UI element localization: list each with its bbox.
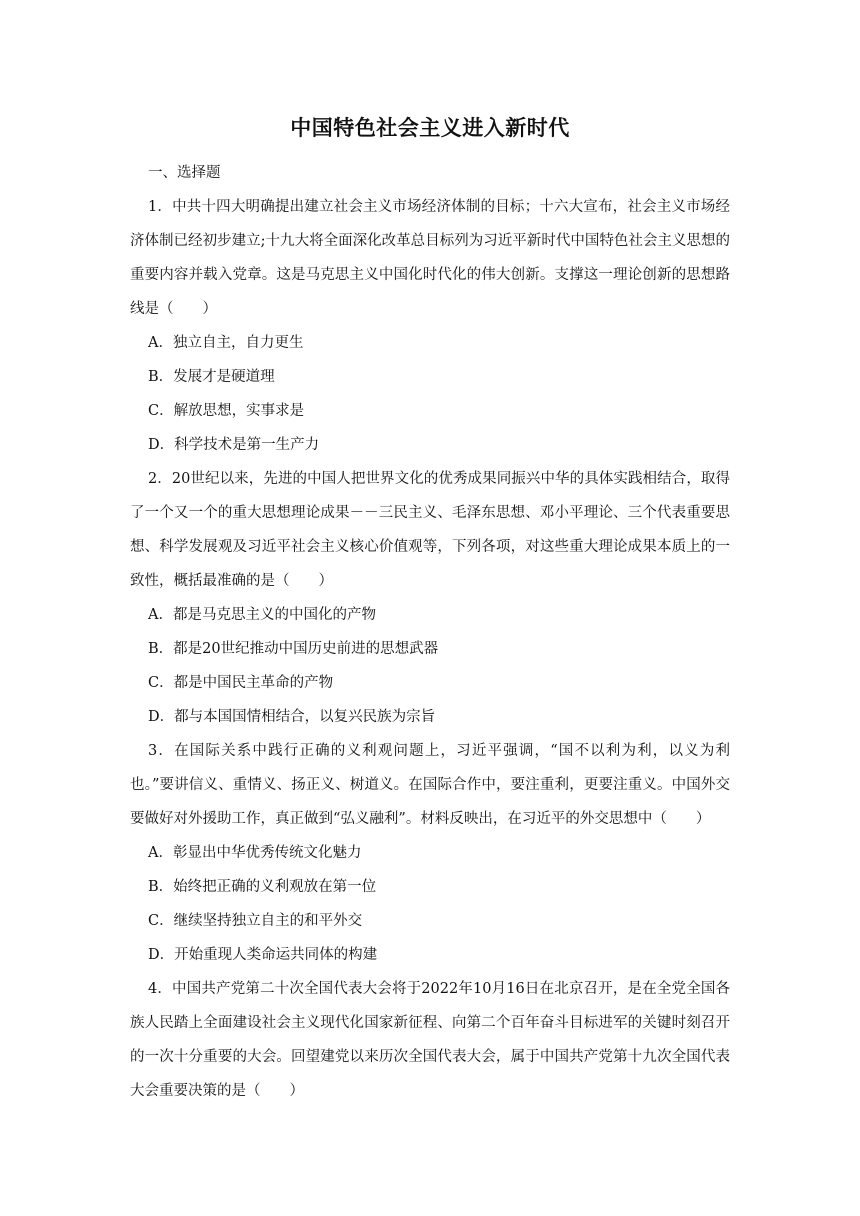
question-stem: 2．20世纪以来，先进的中国人把世界文化的优秀成果同振兴中华的具体实践相结合，取得了一个又一个的重大思想理论成果－－三民主义、毛泽东思想、邓小平理论、三个代表重要思想、科学发展观及习近平社会主义核心价值观等，下列各项，对这些重大理论成果本质上的一致性，概括最准确的是（ ） bbox=[130, 471, 730, 589]
option-a: A．都是马克思主义的中国化的产物 bbox=[148, 607, 376, 623]
section-heading: 一、选择题 bbox=[148, 165, 221, 181]
option-c: C．继续坚持独立自主的和平外交 bbox=[148, 913, 363, 929]
option-c: C．解放思想，实事求是 bbox=[148, 403, 305, 419]
page-title: 中国特色社会主义进入新时代 bbox=[290, 116, 570, 140]
question-1 bbox=[130, 190, 730, 462]
question-stem: 4．中国共产党第二十次全国代表大会将于2022年10月16日在北京召开，是在全党全国各族人民踏上全面建设社会主义现代化国家新征程、向第二个百年奋斗目标进军的关键时刻召开的一次十分重要的大会。回望建党以来历次全国代表大会，属于中国共产党第十九次全国代表大会重要决策的是（ ） bbox=[130, 981, 730, 1099]
option-a: A．彰显出中华优秀传统文化魅力 bbox=[148, 845, 362, 861]
question-2 bbox=[130, 462, 730, 734]
question-stem: 3．在国际关系中践行正确的义利观问题上，习近平强调，“国不以利为利，以义为利也。”要讲信义、重情义、扬正义、树道义。在国际合作中，要注重利，更要注重义。中国外交要做好对外援助工作，真正做到“弘义融利”。材料反映出，在习近平的外交思想中（ ） bbox=[130, 743, 730, 827]
option-b: B．始终把正确的义利观放在第一位 bbox=[148, 879, 377, 895]
question-3 bbox=[130, 734, 730, 972]
option-b: B．都是20世纪推动中国历史前进的思想武器 bbox=[148, 641, 439, 657]
option-d: D．开始重现人类命运共同体的构建 bbox=[148, 947, 378, 963]
question-4 bbox=[130, 972, 730, 1108]
option-d: D．科学技术是第一生产力 bbox=[148, 437, 320, 453]
option-a: A．独立自主，自力更生 bbox=[148, 335, 304, 351]
option-d: D．都与本国国情相结合，以复兴民族为宗旨 bbox=[148, 709, 436, 725]
question-stem: 1．中共十四大明确提出建立社会主义市场经济体制的目标；十六大宣布，社会主义市场经济体制已经初步建立;十九大将全面深化改革总目标列为习近平新时代中国特色社会主义思想的重要内容并载入党章。这是马克思主义中国化时代化的伟大创新。支撑这一理论创新的思想路线是（ ） bbox=[130, 199, 730, 317]
option-b: B．发展才是硬道理 bbox=[148, 369, 275, 385]
document-body bbox=[130, 156, 730, 1108]
option-c: C．都是中国民主革命的产物 bbox=[148, 675, 334, 691]
